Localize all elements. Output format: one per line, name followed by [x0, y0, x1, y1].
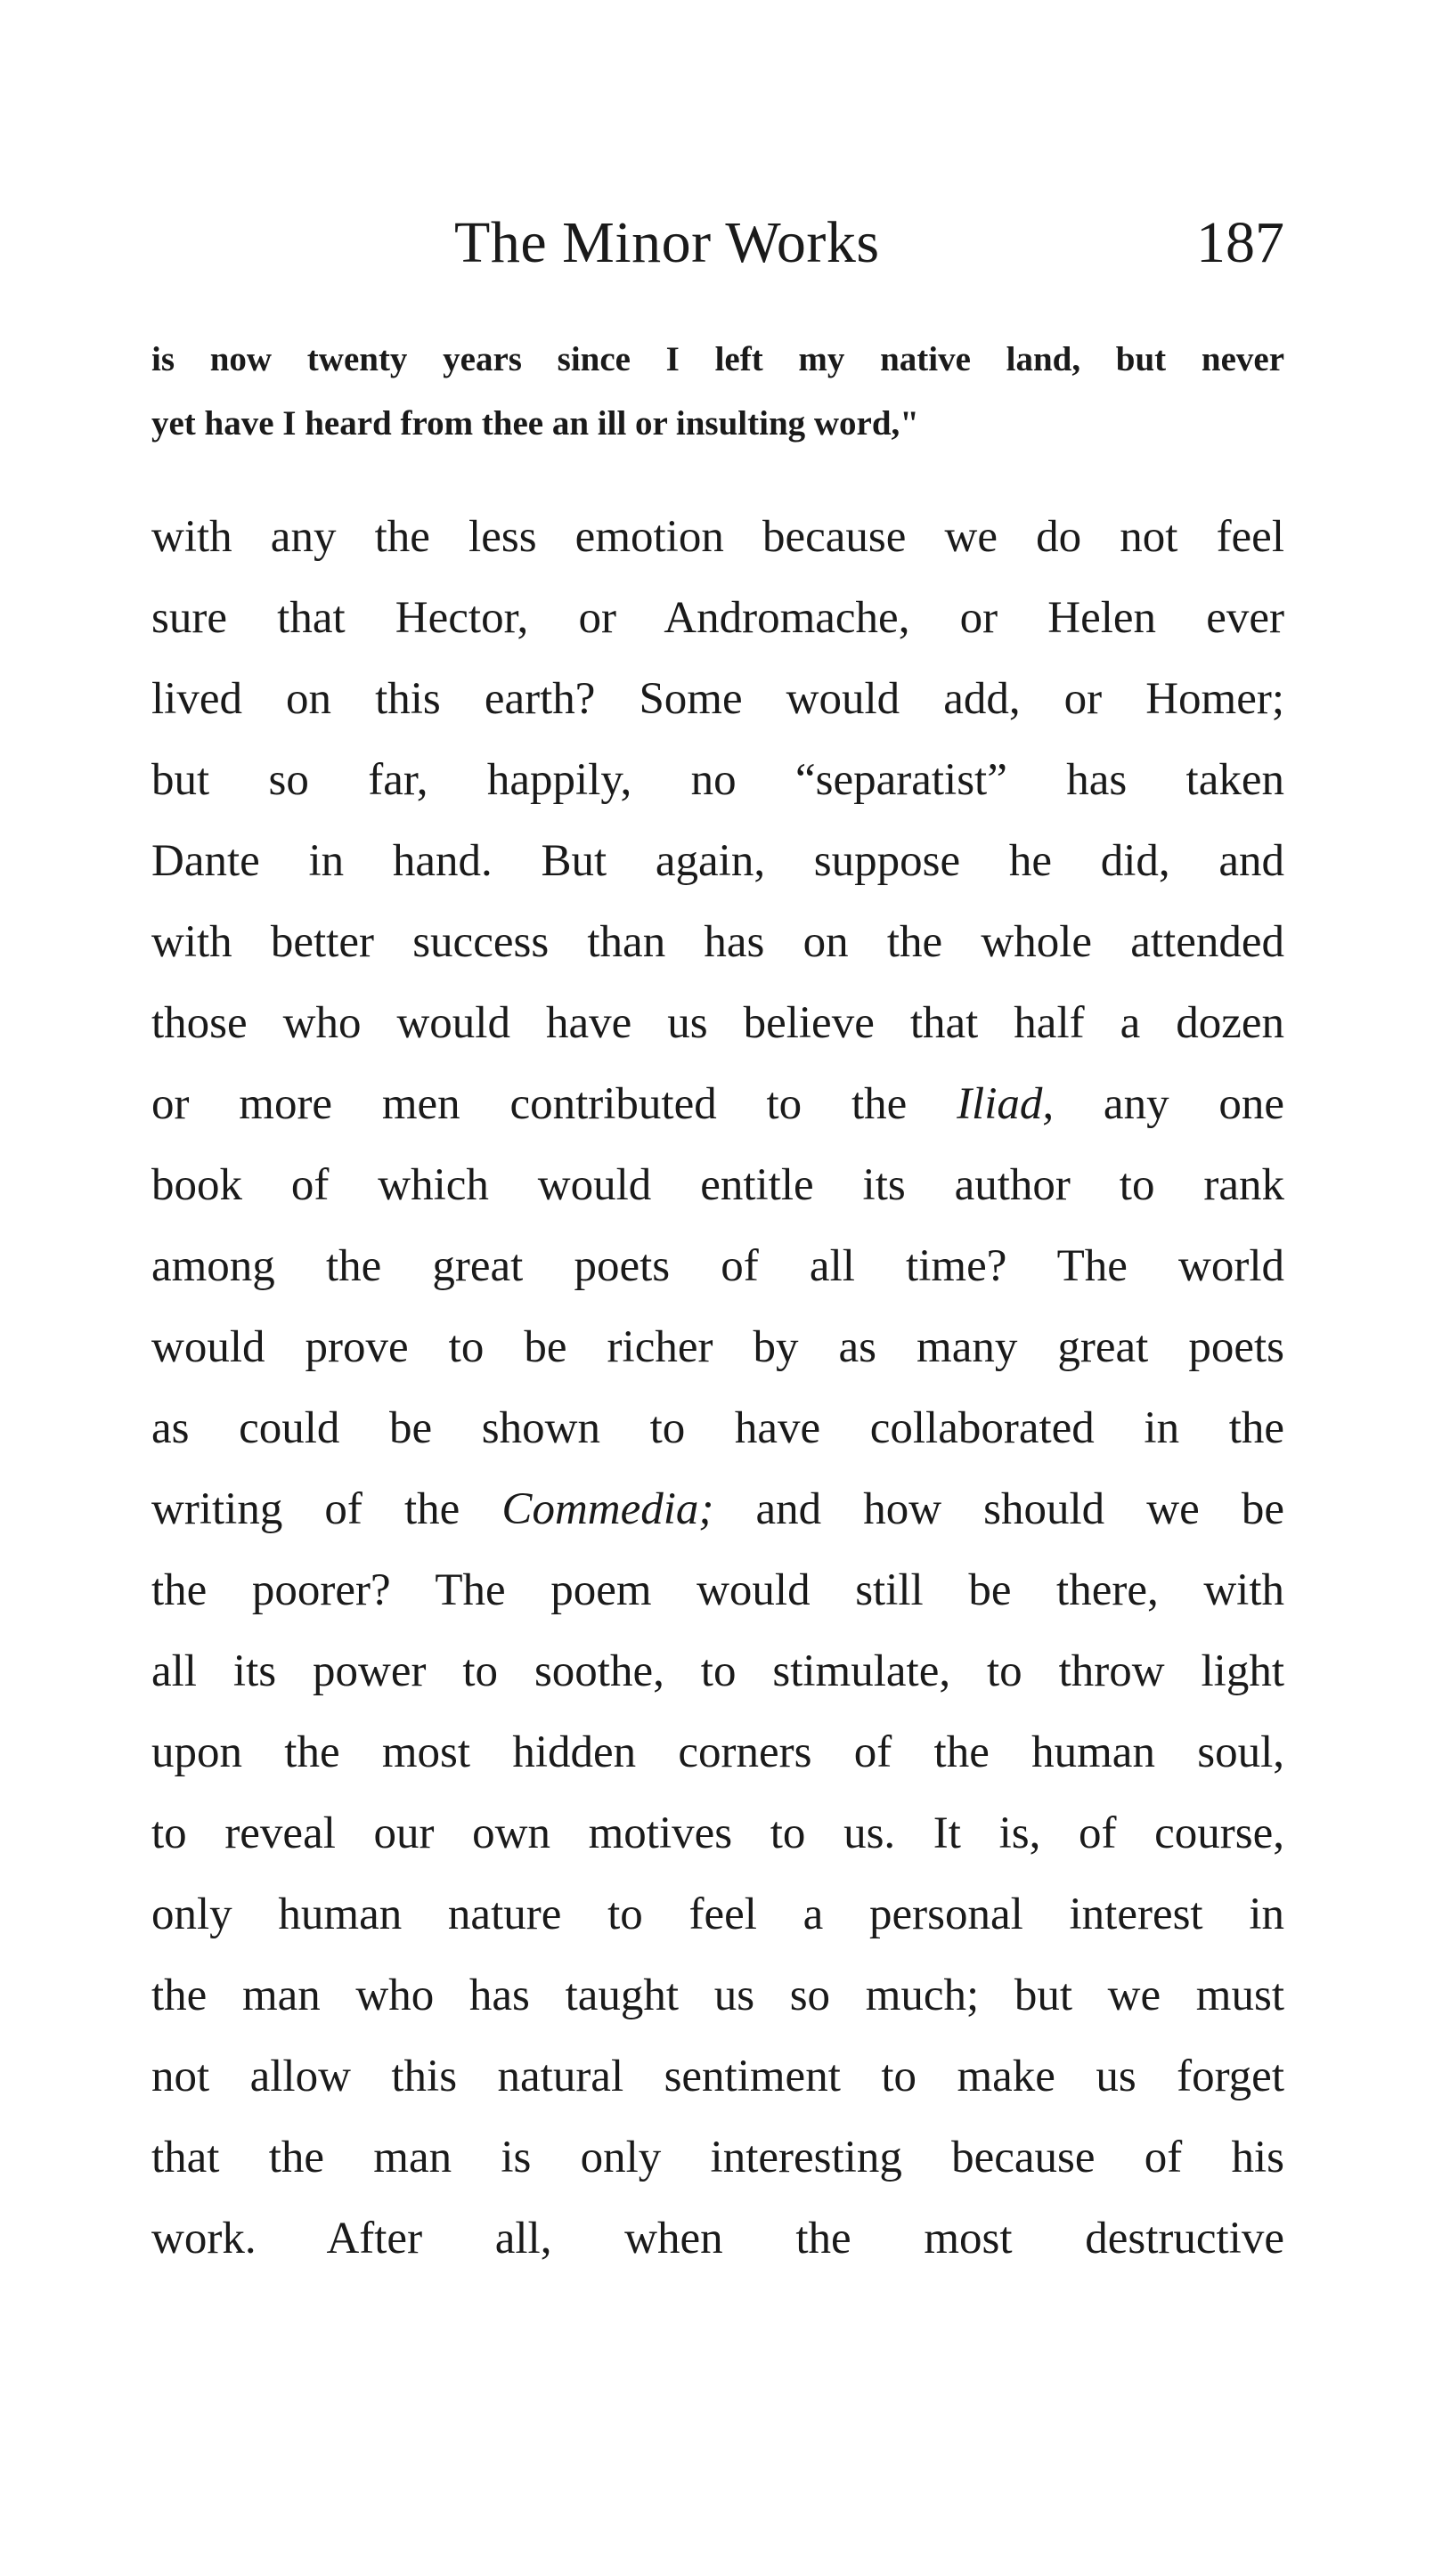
body-line: only human nature to feel a personal interest in	[151, 1889, 1284, 1939]
body-line: or more men contributed to the Iliad, any one	[151, 1079, 1284, 1129]
body-line: book of which would entitle its author to rank	[151, 1160, 1284, 1210]
body-line: would prove to be richer by as many great poets	[151, 1322, 1284, 1372]
body-paragraph	[151, 497, 1284, 2279]
body-line: among the great poets of all time? The world	[151, 1241, 1284, 1291]
body-line: sure that Hector, or Andromache, or Helen ever	[151, 593, 1284, 643]
page-number: 187	[1196, 210, 1284, 275]
body-line: lived on this earth? Some would add, or Homer;	[151, 674, 1284, 724]
body-line: Dante in hand. But again, suppose he did, and	[151, 836, 1284, 886]
body-line: the poorer? The poem would still be there, with	[151, 1565, 1284, 1615]
body-line: upon the most hidden corners of the human soul,	[151, 1727, 1284, 1777]
body-line: all its power to soothe, to stimulate, to throw light	[151, 1646, 1284, 1696]
body-line: with any the less emotion because we do not feel	[151, 512, 1284, 562]
body-line: that the man is only interesting because of his	[151, 2133, 1284, 2182]
body-line: as could be shown to have collaborated in the	[151, 1403, 1284, 1453]
quote-line: yet have I heard from thee an ill or insulting word,"	[151, 404, 919, 443]
quote-block	[151, 328, 1284, 456]
body-line: work. After all, when the most destructive	[151, 2214, 1284, 2263]
body-line: not allow this natural sentiment to make us forget	[151, 2052, 1284, 2101]
running-title: The Minor Works	[454, 210, 880, 275]
running-head	[151, 203, 1284, 283]
body-line: to reveal our own motives to us. It is, of course,	[151, 1808, 1284, 1858]
body-line: writing of the Commedia; and how should we be	[151, 1484, 1284, 1534]
body-line: but so far, happily, no “separatist” has taken	[151, 755, 1284, 805]
body-line: those who would have us believe that half a dozen	[151, 998, 1284, 1048]
body-line: with better success than has on the whole attended	[151, 917, 1284, 967]
body-line: the man who has taught us so much; but we must	[151, 1971, 1284, 2020]
quote-line: is now twenty years since I left my native land, but never	[151, 340, 1284, 378]
